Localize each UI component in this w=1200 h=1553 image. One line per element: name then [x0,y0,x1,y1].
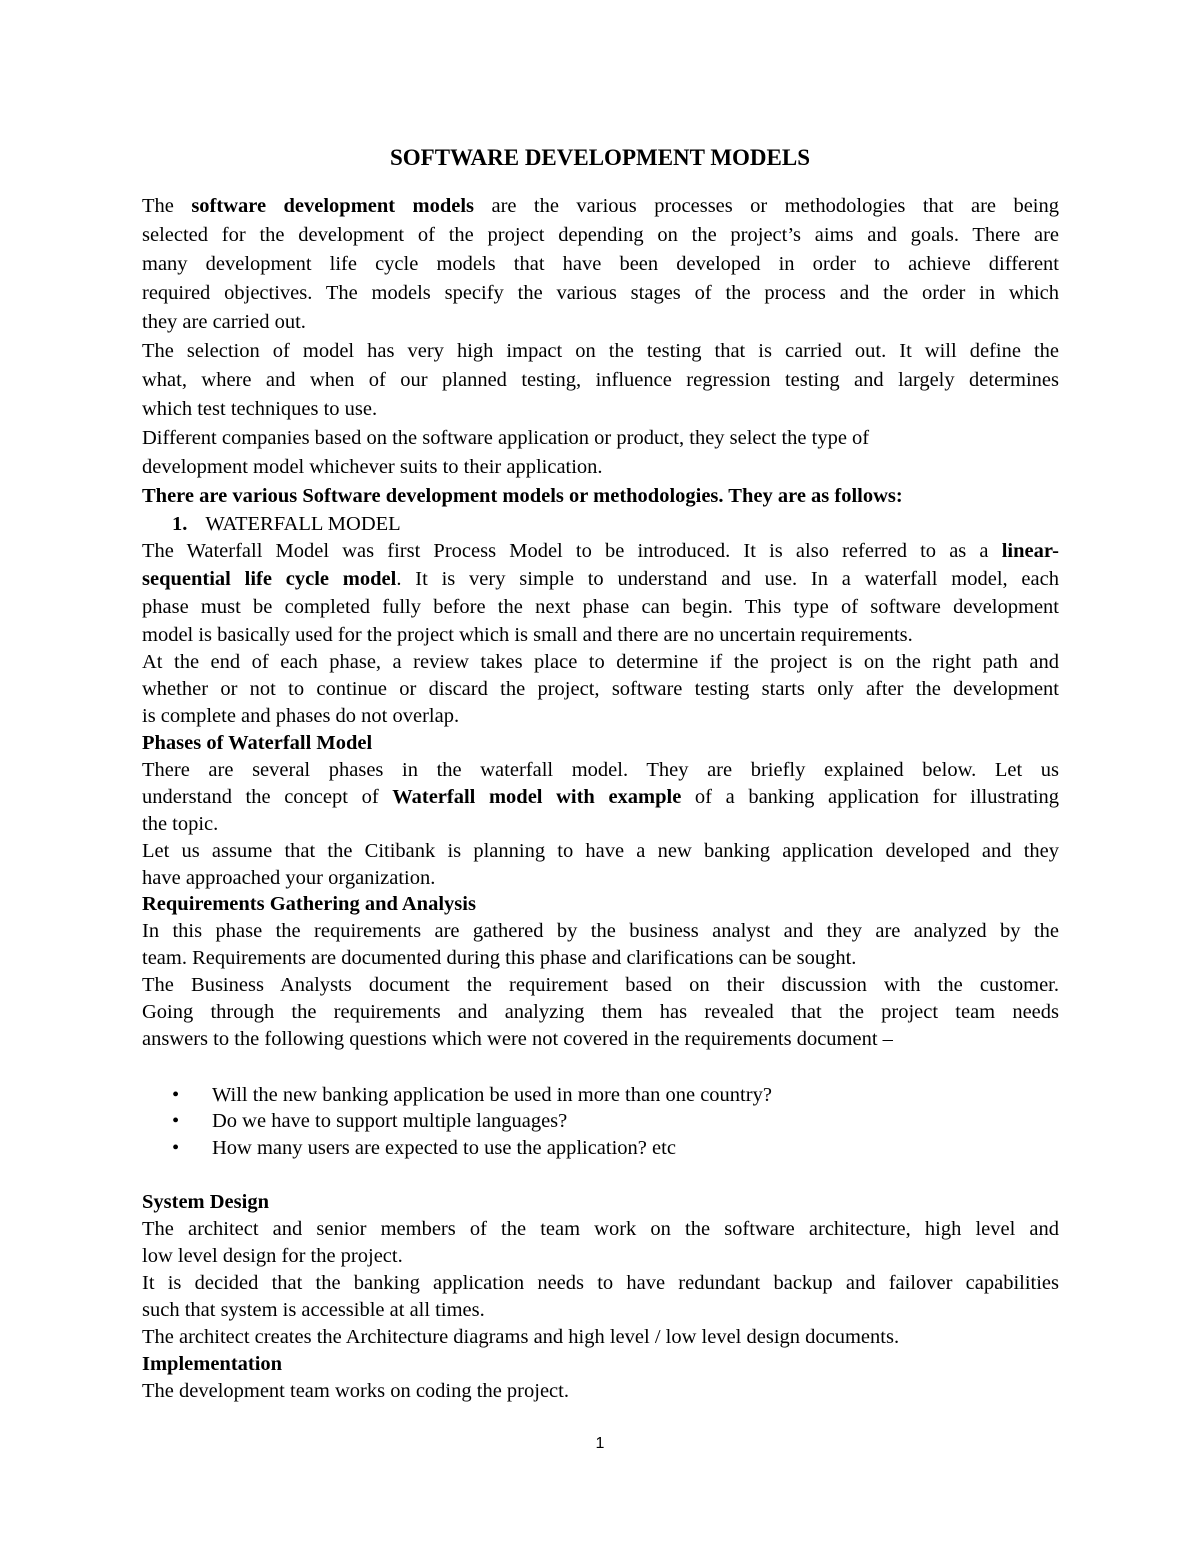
requirements-line-1: In this phase the requirements are gathered by the business analyst and they are analyzed by the [142,920,1059,942]
section-heading-requirements: Requirements Gathering and Analysis [142,893,476,915]
system-design-line-3: It is decided that the banking application needs to have redundant backup and failover capabilities [142,1272,1059,1294]
intro-line-5: they are carried out. [142,311,306,333]
bold-term: software development models [191,195,475,217]
text-run: are the various processes or methodologies that are being [474,195,1059,217]
intro-line-1 [142,193,1059,219]
phases-line-4: Let us assume that the Citibank is planning to have a new banking application developed and they [142,840,1059,862]
implementation-line-1: The development team works on coding the project. [142,1380,569,1402]
waterfall-line-1 [142,538,1059,564]
list-number: 1. [172,513,188,535]
intro-line-2: selected for the development of the project depending on the project’s aims and goals. There are [142,224,1059,246]
bold-term: sequential life cycle model [142,568,397,590]
system-design-line-4: such that system is accessible at all times. [142,1299,485,1321]
text-run: The Waterfall Model was first Process Model to be introduced. It is also referred to as a [142,540,1002,562]
bullet-marker: • [172,1137,180,1159]
system-design-line-2: low level design for the project. [142,1245,403,1267]
intro-line-4: required objectives. The models specify the various stages of the process and the order in which [142,282,1059,304]
requirements-line-3: The Business Analysts document the requirement based on their discussion with the customer. [142,974,1059,996]
page-title: SOFTWARE DEVELOPMENT MODELS [389,145,811,170]
waterfall-line-4: model is basically used for the project which is small and there are no uncertain requirements. [142,624,913,646]
intro-line-6: The selection of model has very high impact on the testing that is carried out. It will define the [142,340,1059,362]
list-item: Do we have to support multiple languages? [212,1110,568,1132]
section-heading-phases: Phases of Waterfall Model [142,732,373,754]
waterfall-line-3: phase must be completed fully before the next phase can begin. This type of software development [142,596,1059,618]
waterfall-line-7: is complete and phases do not overlap. [142,705,460,727]
list-item: Will the new banking application be used in more than one country? [212,1084,772,1106]
page-number: 1 [595,1435,605,1452]
text-run: . It is very simple to understand and use. In a waterfall model, each [396,568,1059,590]
heading-text: WATERFALL MODEL [205,513,401,535]
bullet-marker: • [172,1110,180,1132]
intro-line-10: development model whichever suits to their application. [142,456,603,478]
bold-term: linear- [1001,540,1059,562]
intro-line-11: There are various Software development models or methodologies. They are as follows: [142,485,903,507]
phases-line-5: have approached your organization. [142,867,436,889]
phases-line-1: There are several phases in the waterfall model. They are briefly explained below. Let us [142,759,1059,781]
section-heading-system-design: System Design [142,1191,269,1213]
bullet-marker: • [172,1084,180,1106]
system-design-line-5: The architect creates the Architecture diagrams and high level / low level design documents. [142,1326,900,1348]
section-heading-implementation: Implementation [142,1353,283,1375]
bold-term: Waterfall model with example [392,786,682,808]
system-design-line-1: The architect and senior members of the team work on the software architecture, high level and [142,1218,1059,1240]
text-run: The [142,195,192,217]
intro-line-3: many development life cycle models that have been developed in order to achieve different [142,253,1059,275]
requirements-line-4: Going through the requirements and analyzing them has revealed that the project team needs [142,1001,1059,1023]
waterfall-line-6: whether or not to continue or discard the project, software testing starts only after the development [142,678,1059,700]
list-item: How many users are expected to use the application? etc [212,1137,676,1159]
intro-line-9: Different companies based on the software application or product, they select the type of [142,427,870,449]
waterfall-line-5: At the end of each phase, a review takes place to determine if the project is on the right path and [142,651,1059,673]
text-run: of a banking application for illustrating [681,786,1059,808]
waterfall-line-2 [142,566,1059,592]
intro-line-8: which test techniques to use. [142,398,378,420]
phases-line-2 [142,784,1059,810]
requirements-line-2: team. Requirements are documented during this phase and clarifications can be sought. [142,947,857,969]
intro-line-7: what, where and when of our planned testing, influence regression testing and largely determines [142,369,1059,391]
phases-line-3: the topic. [142,813,219,835]
section-heading-waterfall [172,511,401,537]
text-run: understand the concept of [142,786,393,808]
requirements-line-5: answers to the following questions which were not covered in the requirements document – [142,1028,893,1050]
